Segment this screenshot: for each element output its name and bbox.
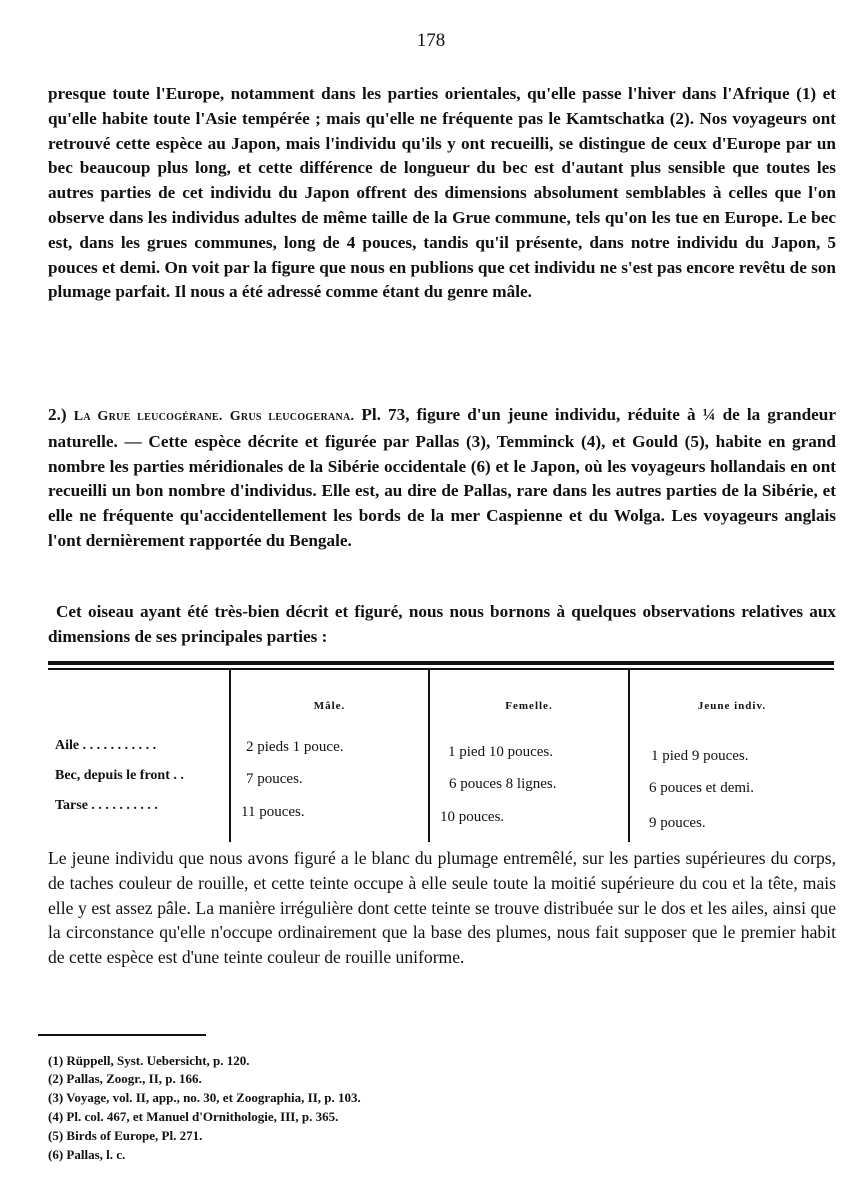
- cell-bec-male: 7 pouces.: [246, 771, 303, 787]
- footnote: (1) Rüppell, Syst. Uebersicht, p. 120.: [48, 1053, 250, 1068]
- column-header-male: Mâle.: [313, 700, 346, 712]
- section-number: 2.): [48, 405, 67, 424]
- species-common-name: La Grue leucogérane.: [73, 409, 223, 424]
- page-number: 178: [416, 30, 446, 51]
- table-top-rule-thin: [48, 668, 834, 670]
- row-label-aile: Aile . . . . . . . . . . .: [55, 738, 157, 753]
- footnote: (6) Pallas, l. c.: [48, 1147, 126, 1162]
- footnote: (3) Voyage, vol. II, app., no. 30, et Zoographia, II, p. 103.: [48, 1090, 361, 1105]
- table-top-rule: [48, 661, 834, 665]
- footnote: (5) Birds of Europe, Pl. 271.: [48, 1128, 203, 1143]
- column-header-femelle: Femelle.: [505, 700, 553, 712]
- paragraph-grue-commune: presque toute l'Europe, notamment dans les parties orientales, qu'elle passe l'hiver dans l'Afrique (1) et qu'elle habite toute l'Asie tempérée ; mais qu'elle ne fréquente pas le Kamtschatka (2). Nos voyageurs ont retrouvé cette espèce au Japon, mais l'individu qu'ils y ont recueilli, se distingue de ceux d'Europe par un bec beaucoup plus long, et cette différence de longueur du bec est d'autant plus sensible que toutes les autres parties de cet individu du Japon offrent des dimensions absolument semblables à celles que l'on observe dans les individus adultes de même taille de la Grue commune, tels qu'on les tue en Europe. Le bec est, dans les grues communes, long de 4 pouces, tandis qu'il présente, dans notre individu du Japon, 5 pouces et demi. On voit par la figure que nous en publions que cet individu ne s'est pas encore revêtu de son plumage parfait. Il nous a été adressé comme étant du genre mâle.: [48, 84, 836, 302]
- paragraph-grue-leucogerane: [48, 403, 836, 554]
- species-latin-name: Grus leucogerana.: [229, 409, 355, 424]
- cell-tarse-femelle: 10 pouces.: [440, 809, 505, 825]
- cell-bec-jeune: 6 pouces et demi.: [649, 780, 754, 796]
- cell-tarse-male: 11 pouces.: [241, 804, 305, 820]
- paragraph-jeune-individu: Le jeune individu que nous avons figuré a le blanc du plumage entremêlé, sur les parties supérieures du corps, de taches couleur de rouille, et cette teinte occupe à elle seule toute la moitié supérieure du cou et la tête, mais elle y est assez pâle. La manière irrégulière dont cette teinte se trouve distribuée sur le dos et les ailes, ainsi que la circonstance qu'elle n'occupe ordinairement que la base des plumes, nous fait supposer que le premier habit de cette espèce est d'une teinte couleur de rouille uniforme.: [48, 848, 836, 968]
- cell-tarse-jeune: 9 pouces.: [649, 815, 706, 831]
- cell-bec-femelle: 6 pouces 8 lignes.: [449, 776, 557, 792]
- cell-aile-male: 2 pieds 1 pouce.: [246, 739, 344, 755]
- row-label-bec: Bec, depuis le front . .: [55, 768, 184, 783]
- cell-aile-femelle: 1 pied 10 pouces.: [448, 744, 553, 760]
- table-column-divider: [628, 670, 630, 842]
- footnote: (4) Pl. col. 467, et Manuel d'Ornithologie, III, p. 365.: [48, 1109, 339, 1124]
- table-column-divider: [428, 670, 430, 842]
- species-description: Pl. 73, figure d'un jeune individu, réduite à ¼ de la grandeur naturelle. — Cette espèce décrite et figurée par Pallas (3), Temminck (4), et Gould (5), habite en grand nombre les parties méridionales de la Sibérie occidentale (6) et le Japon, où les voyageurs hollandais en ont recueilli un bon nombre d'individus. Elle est, au dire de Pallas, rare dans les autres parties de la Sibérie, et elle ne fréquente qu'accidentellement les bords de la mer Caspienne et du Wolga. Les voyageurs anglais l'ont dernièrement rapportée du Bengale.: [48, 405, 836, 550]
- footnote-rule: [38, 1034, 206, 1036]
- cell-aile-jeune: 1 pied 9 pouces.: [651, 748, 749, 764]
- table-column-divider: [229, 670, 231, 842]
- row-label-tarse: Tarse . . . . . . . . . .: [55, 798, 158, 813]
- paragraph-observations-intro: Cet oiseau ayant été très-bien décrit et figuré, nous nous bornons à quelques observations relatives aux dimensions de ses principales parties :: [48, 602, 836, 646]
- footnote: (2) Pallas, Zoogr., II, p. 166.: [48, 1071, 202, 1086]
- column-header-jeune: Jeune indiv.: [697, 700, 767, 712]
